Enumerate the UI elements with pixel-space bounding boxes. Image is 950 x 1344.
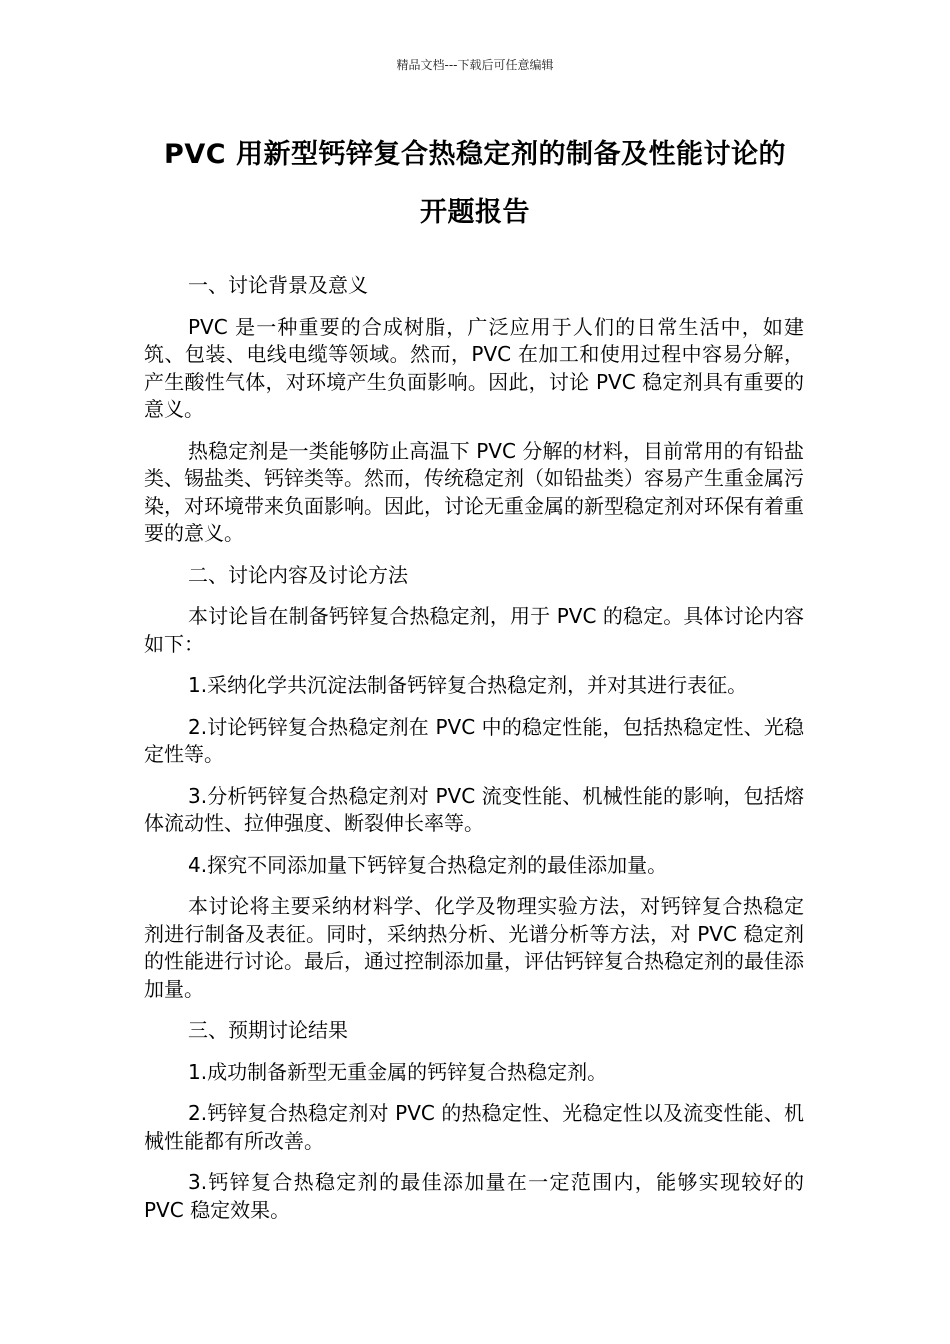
document-title-line-2: 开题报告	[420, 197, 530, 228]
list-item-method-4: 4.探究不同添加量下钙锌复合热稳定剂的最佳添加量。	[188, 852, 668, 877]
section-heading-expected-results: 三、预期讨论结果	[188, 1018, 348, 1042]
list-item-method-1: 1.采纳化学共沉淀法制备钙锌复合热稳定剂，并对其进行表征。	[188, 673, 748, 697]
paragraph-methods-summary: 本讨论将主要采纳材料学、化学及物理实验方法，对钙锌复合热稳定剂进行制备及表征。同时，采纳热分析、光谱分析等方法，对 PVC 稳定剂的性能进行讨论。最后，通过控制添加量，评估钙锌复合热稳定剂的最佳添加量。	[144, 894, 804, 1001]
paragraph-pvc-intro: PVC 是一种重要的合成树脂，广泛应用于人们的日常生活中，如建筑、包装、电线电缆等领域。然而，PVC 在加工和使用过程中容易分解，产生酸性气体，对环境产生负面影响。因此，讨论 PVC 稳定剂具有重要的意义。	[144, 314, 804, 421]
document-title-line-1: PVC 用新型钙锌复合热稳定剂的制备及性能讨论的	[164, 139, 786, 170]
paragraph-heat-stabilizer: 热稳定剂是一类能够防止高温下 PVC 分解的材料，目前常用的有铅盐类、锡盐类、钙锌类等。然而，传统稳定剂（如铅盐类）容易产生重金属污染，对环境带来负面影响。因此，讨论无重金属的新型稳定剂对环保有着重要的意义。	[144, 438, 804, 545]
list-item-method-2: 2.讨论钙锌复合热稳定剂在 PVC 中的稳定性能，包括热稳定性、光稳定性等。	[144, 714, 804, 766]
list-item-result-3: 3.钙锌复合热稳定剂的最佳添加量在一定范围内，能够实现较好的 PVC 稳定效果。	[144, 1170, 804, 1222]
section-heading-background: 一、讨论背景及意义	[188, 273, 368, 297]
list-item-result-2: 2.钙锌复合热稳定剂对 PVC 的热稳定性、光稳定性以及流变性能、机械性能都有所改善。	[144, 1101, 804, 1153]
list-item-result-1: 1.成功制备新型无重金属的钙锌复合热稳定剂。	[188, 1059, 608, 1084]
document-body	[144, 272, 804, 1238]
list-item-method-3: 3.分析钙锌复合热稳定剂对 PVC 流变性能、机械性能的影响，包括熔体流动性、拉伸强度、断裂伸长率等。	[144, 783, 804, 835]
paragraph-research-aim: 本讨论旨在制备钙锌复合热稳定剂，用于 PVC 的稳定。具体讨论内容如下：	[144, 604, 804, 656]
header-note: 精品文档---下载后可任意编辑	[396, 58, 554, 72]
section-heading-content-methods: 二、讨论内容及讨论方法	[188, 562, 408, 587]
